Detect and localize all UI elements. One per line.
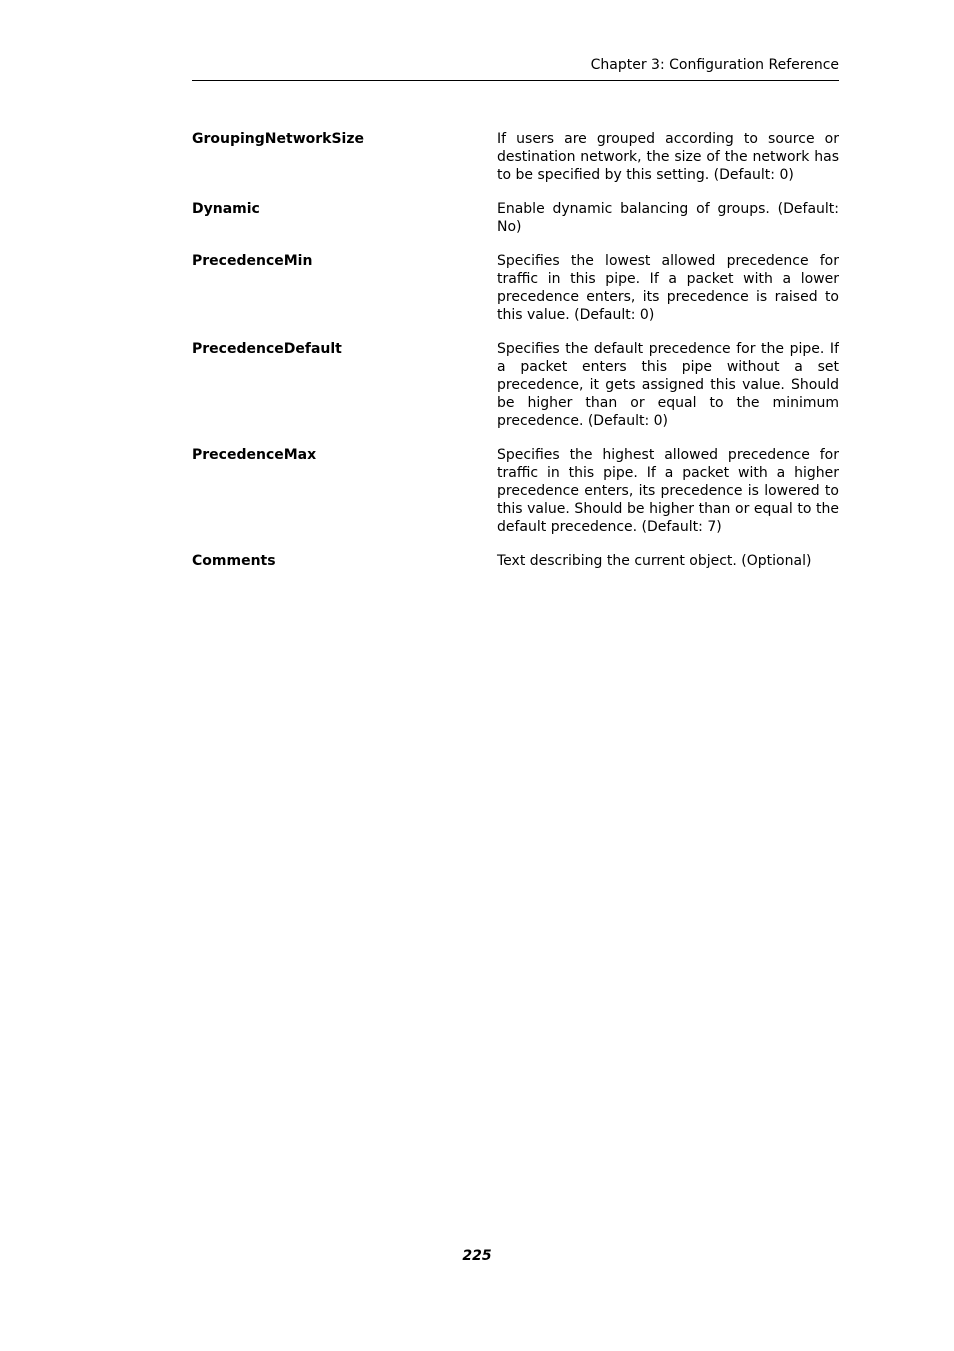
chapter-title: Chapter 3: Configuration Reference [590, 57, 839, 73]
definition-description: Enable dynamic balancing of groups. (Default: No) [497, 201, 839, 235]
page-number: 225 [462, 1248, 492, 1264]
definition-list [192, 130, 839, 586]
definition-term: Comments [192, 553, 276, 569]
definition-description: Specifies the default precedence for the pipe. If a packet enters this pipe without a set precedence, it gets assigned this value. Should be higher than or equal to the minimum precedence. (Default: 0) [497, 341, 839, 429]
page-header [192, 55, 839, 81]
definition-term: Dynamic [192, 201, 260, 217]
definition-row [192, 446, 839, 536]
definition-description: Specifies the highest allowed precedence for traffic in this pipe. If a packet with a higher precedence enters, its precedence is lowered to this value. Should be higher than or equal to the default precedence. (Default: 7) [497, 447, 839, 535]
definition-description: Specifies the lowest allowed precedence for traffic in this pipe. If a packet with a lower precedence enters, its precedence is raised to this value. (Default: 0) [497, 253, 839, 323]
definition-term: PrecedenceDefault [192, 341, 342, 357]
definition-row [192, 252, 839, 324]
definition-row [192, 552, 839, 570]
definition-row [192, 130, 839, 184]
definition-term: PrecedenceMax [192, 447, 317, 463]
definition-row [192, 340, 839, 430]
definition-description: Text describing the current object. (Optional) [497, 553, 812, 569]
definition-term: GroupingNetworkSize [192, 131, 364, 147]
definition-description: If users are grouped according to source or destination network, the size of the network has to be specified by this setting. (Default: 0) [497, 131, 839, 183]
definition-term: PrecedenceMin [192, 253, 313, 269]
definition-row [192, 200, 839, 236]
